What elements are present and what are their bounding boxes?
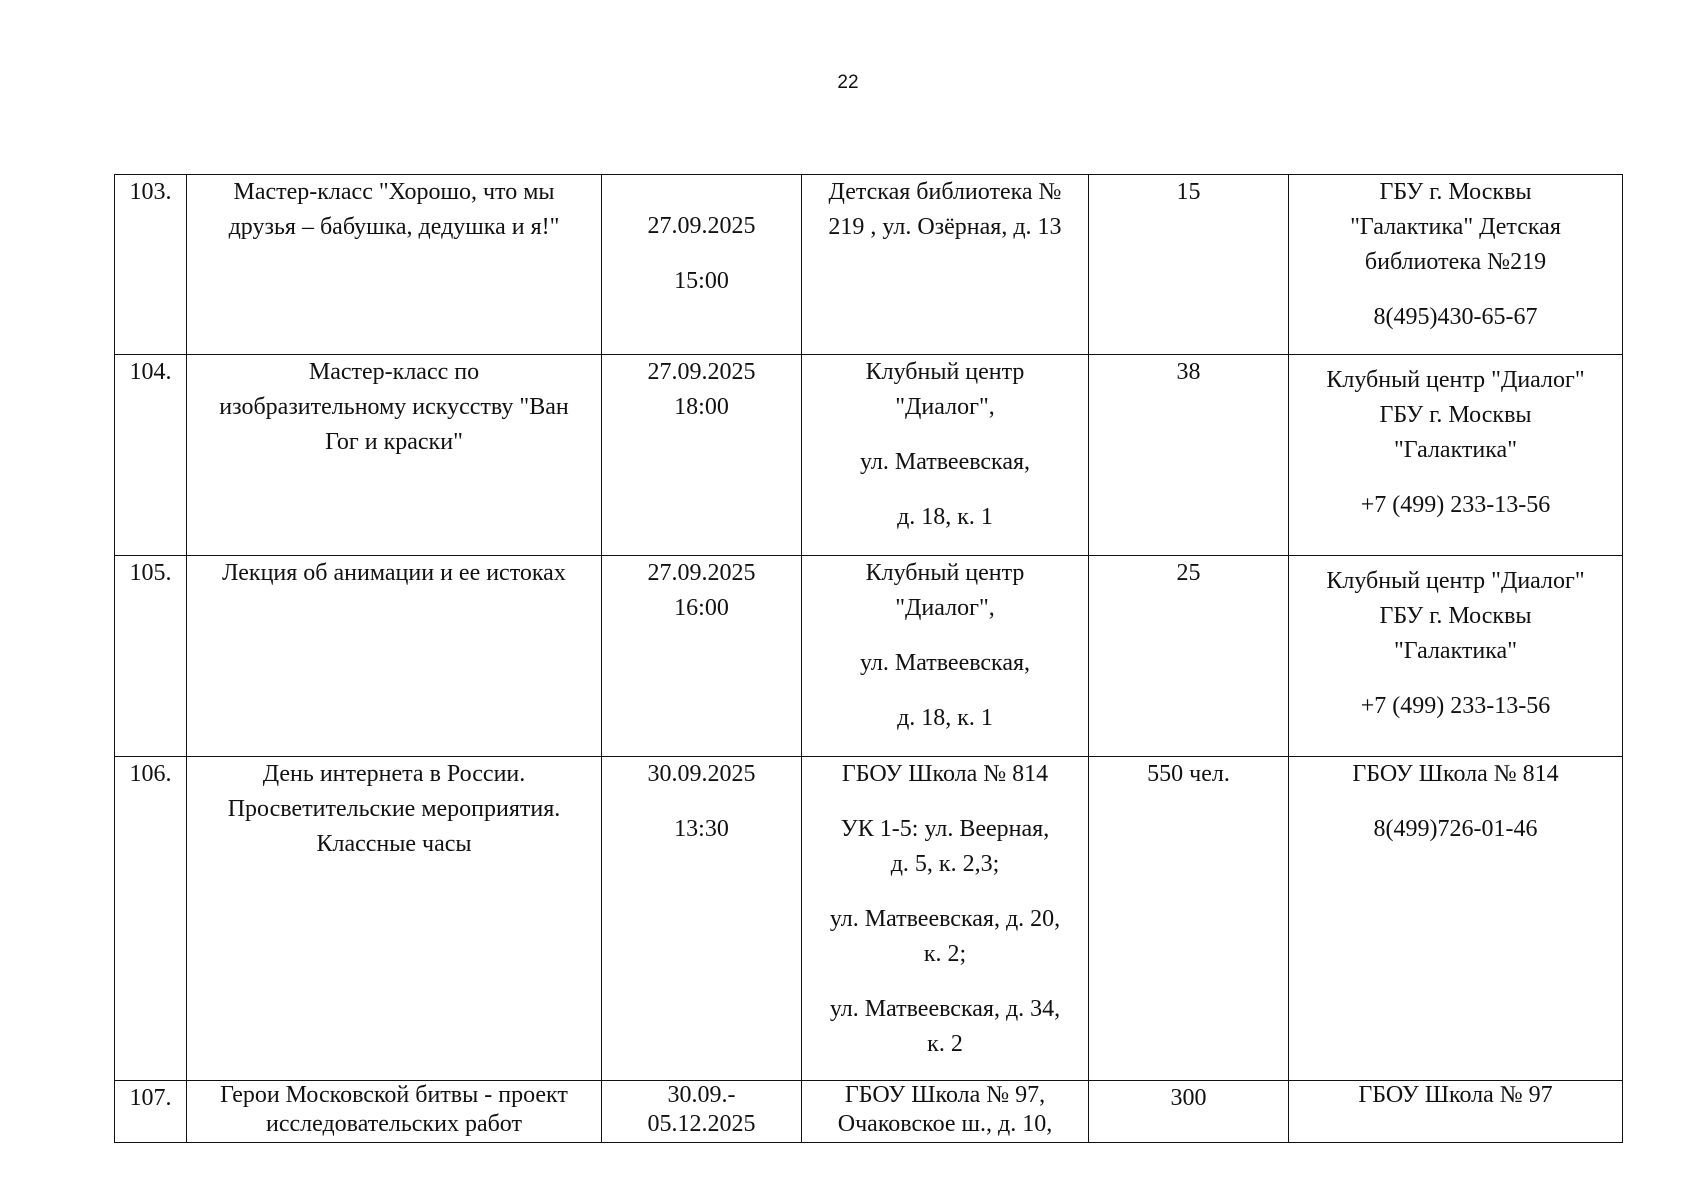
date-cell xyxy=(602,175,802,355)
organizer-line: ГБОУ Школа № 97 xyxy=(1358,1082,1553,1108)
event-date: 05.12.2025 xyxy=(647,1111,756,1137)
organizer-cell xyxy=(1289,1081,1623,1143)
place-line: д. 18, к. 1 xyxy=(897,705,993,731)
place-line: ГБОУ Школа № 97, xyxy=(844,1082,1046,1108)
organizer-line: "Галактика" xyxy=(1394,638,1517,664)
participants-count: 15 xyxy=(1176,179,1201,205)
participants-count: 25 xyxy=(1176,560,1201,586)
participants-cell xyxy=(1089,556,1289,757)
row-number: 105. xyxy=(129,560,172,586)
place-line: УК 1-5: ул. Веерная, xyxy=(840,816,1050,842)
event-title-cell xyxy=(187,175,602,355)
organizer-cell xyxy=(1289,175,1623,355)
date-cell xyxy=(602,757,802,1081)
place-line: ул. Матвеевская, д. 34, xyxy=(829,996,1061,1022)
row-number-cell xyxy=(115,355,187,556)
place-line: Клубный центр xyxy=(865,560,1025,586)
place-line: ул. Матвеевская, xyxy=(859,449,1031,475)
event-date: 30.09.- xyxy=(667,1082,736,1108)
event-title-cell xyxy=(187,556,602,757)
table-row xyxy=(115,355,1623,556)
organizer-line: библиотека №219 xyxy=(1364,249,1547,275)
organizer-line: Клубный центр "Диалог" xyxy=(1326,568,1585,594)
organizer-line: "Галактика" Детская xyxy=(1350,214,1561,240)
place-line: Очаковское ш., д. 10, xyxy=(837,1111,1053,1137)
organizer-line: Клубный центр "Диалог" xyxy=(1326,367,1585,393)
event-title-line: изобразительному искусству "Ван xyxy=(219,394,569,420)
place-cell xyxy=(802,1081,1089,1143)
organizer-phone: 8(499)726-01-46 xyxy=(1373,816,1538,842)
event-date: 27.09.2025 xyxy=(647,213,756,239)
row-number: 106. xyxy=(129,761,172,787)
place-line: Детская библиотека № xyxy=(828,179,1062,205)
place-line: "Диалог", xyxy=(895,394,995,420)
place-line: Клубный центр xyxy=(865,359,1025,385)
table-row xyxy=(115,556,1623,757)
event-time: 16:00 xyxy=(674,595,729,621)
event-title-line: Просветительские мероприятия. xyxy=(227,796,561,822)
place-line: д. 5, к. 2,3; xyxy=(890,851,1000,877)
event-title-cell xyxy=(187,355,602,556)
place-line: 219 , ул. Озёрная, д. 13 xyxy=(828,214,1062,240)
event-title-line: Лекция об анимации и ее истоках xyxy=(222,560,566,586)
place-line: ГБОУ Школа № 814 xyxy=(841,761,1049,787)
participants-cell xyxy=(1089,355,1289,556)
row-number: 107. xyxy=(129,1085,172,1111)
table-row xyxy=(115,175,1623,355)
table-row xyxy=(115,757,1623,1081)
row-number-cell xyxy=(115,556,187,757)
organizer-line: ГБОУ Школа № 814 xyxy=(1352,761,1559,787)
place-cell xyxy=(802,355,1089,556)
place-cell xyxy=(802,757,1089,1081)
event-title-line: друзья – бабушка, дедушка и я!" xyxy=(228,214,560,240)
participants-cell xyxy=(1089,757,1289,1081)
organizer-line: ГБУ г. Москвы xyxy=(1379,603,1532,629)
organizer-cell xyxy=(1289,757,1623,1081)
organizer-phone: +7 (499) 233-13-56 xyxy=(1360,492,1551,518)
table-row xyxy=(115,1081,1623,1143)
event-time: 15:00 xyxy=(674,268,729,294)
place-line: ул. Матвеевская, д. 20, xyxy=(829,906,1061,932)
events-table xyxy=(114,174,1623,1143)
place-cell xyxy=(802,175,1089,355)
participants-cell xyxy=(1089,175,1289,355)
date-cell xyxy=(602,556,802,757)
organizer-line: ГБУ г. Москвы xyxy=(1379,402,1532,428)
participants-count: 300 xyxy=(1170,1085,1207,1111)
event-date: 27.09.2025 xyxy=(647,359,756,385)
event-title-line: Герои Московской битвы - проект xyxy=(220,1082,568,1108)
page-number: 22 xyxy=(837,72,859,93)
event-time: 13:30 xyxy=(674,816,729,842)
row-number: 104. xyxy=(129,359,172,385)
event-title-line: Мастер-класс по xyxy=(308,359,480,385)
row-number-cell xyxy=(115,1081,187,1143)
organizer-line: ГБУ г. Москвы xyxy=(1379,179,1532,205)
organizer-cell xyxy=(1289,355,1623,556)
place-line: "Диалог", xyxy=(895,595,995,621)
place-cell xyxy=(802,556,1089,757)
organizer-phone: +7 (499) 233-13-56 xyxy=(1360,693,1551,719)
event-title-line: Классные часы xyxy=(316,831,472,857)
participants-count: 550 чел. xyxy=(1147,761,1230,787)
organizer-cell xyxy=(1289,556,1623,757)
place-line: д. 18, к. 1 xyxy=(897,504,993,530)
event-title-cell xyxy=(187,757,602,1081)
participants-cell xyxy=(1089,1081,1289,1143)
row-number-cell xyxy=(115,175,187,355)
event-date: 30.09.2025 xyxy=(647,761,756,787)
event-title-cell xyxy=(187,1081,602,1143)
row-number: 103. xyxy=(129,179,172,205)
place-line: к. 2; xyxy=(923,941,967,967)
date-cell xyxy=(602,355,802,556)
place-line: ул. Матвеевская, xyxy=(859,650,1031,676)
organizer-phone: 8(495)430-65-67 xyxy=(1373,304,1538,330)
event-title-line: Гог и краски" xyxy=(325,429,463,455)
organizer-line: "Галактика" xyxy=(1394,437,1517,463)
row-number-cell xyxy=(115,757,187,1081)
event-date: 27.09.2025 xyxy=(647,560,756,586)
event-title-line: Мастер-класс "Хорошо, что мы xyxy=(233,179,555,205)
event-time: 18:00 xyxy=(674,394,729,420)
event-title-line: День интернета в России. xyxy=(262,761,526,787)
place-line: к. 2 xyxy=(927,1031,963,1057)
date-cell xyxy=(602,1081,802,1143)
participants-count: 38 xyxy=(1176,359,1201,385)
event-title-line: исследовательских работ xyxy=(266,1111,522,1137)
